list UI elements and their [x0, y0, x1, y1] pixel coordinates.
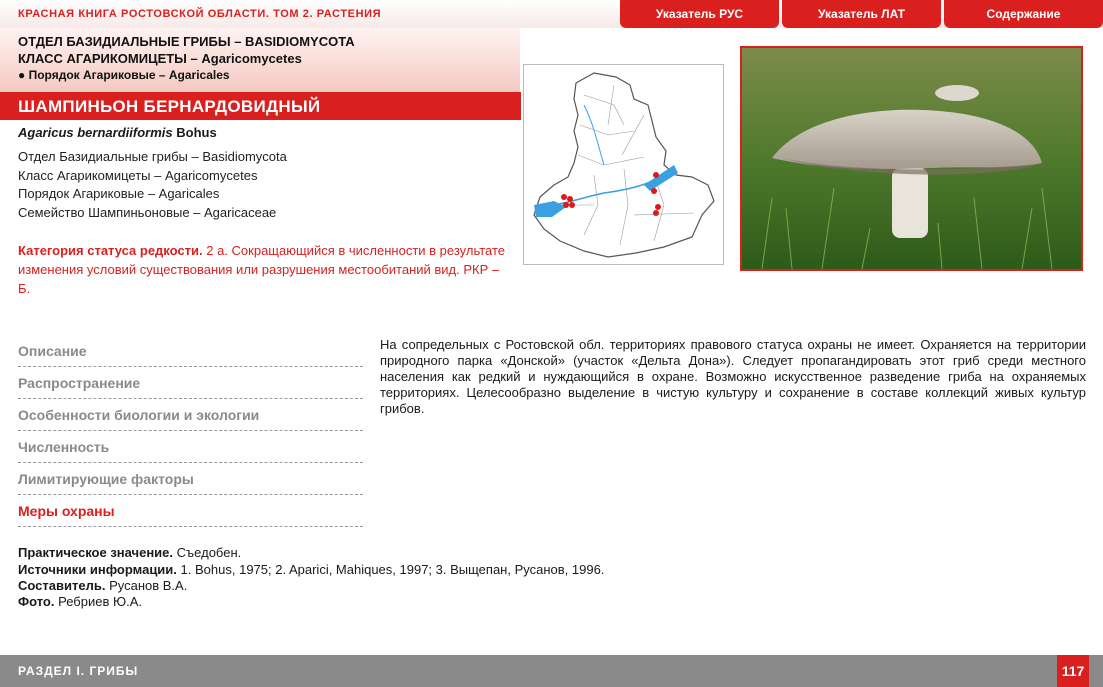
region-outline [534, 73, 714, 257]
latin-author: Bohus [176, 125, 217, 140]
small-cap-bg [935, 85, 979, 101]
order-heading-text: Порядок Агариковые – Agaricales [28, 68, 230, 82]
photo-credit-label: Фото. [18, 594, 55, 609]
section-distribution[interactable]: Распространение [18, 368, 363, 399]
mushroom-stem [892, 168, 928, 238]
sources-text: 1. Bohus, 1975; 2. Aparici, Mahiques, 1997; 3. Выщепан, Русанов, 1996. [180, 562, 605, 577]
rarity-status-label: Категория статуса редкости. [18, 243, 203, 258]
distribution-map [523, 64, 724, 265]
practical-value-label: Практическое значение. [18, 545, 174, 560]
latin-binomial: Agaricus bernardiiformis [18, 125, 173, 140]
species-title: ШАМПИНЬОН БЕРНАРДОВИДНЫЙ [18, 97, 321, 116]
photo-credit [18, 594, 142, 609]
section-body-text: На сопредельных с Ростовской обл. территориях правового статуса охраны не имеет. Охраняется на территории природного парка «Донской» (участок «Дельта Дона»). Следует пропагандировать этот гриб среди местного населения как редкий и нуждающийся в охране. Возможно искусственное разведение гриба на охраняемых территориях. Целесообразно выделение в чистую культуру и сохранение в составе коллекций живых культур грибов. [380, 337, 1086, 416]
practical-value-text: Съедобен. [176, 545, 242, 560]
footer-section: РАЗДЕЛ I. ГРИБЫ [18, 664, 139, 678]
section-abundance[interactable]: Численность [18, 432, 363, 463]
compiler [18, 578, 187, 593]
contents-button[interactable]: Содержание [944, 0, 1103, 28]
latin-name [18, 125, 217, 140]
practical-value [18, 545, 241, 560]
photo-credit-text: Ребриев Ю.А. [58, 594, 142, 609]
region-map-graphic [524, 65, 723, 264]
taxonomy-line-division: Отдел Базидиальные грибы – Basidiomycota [18, 149, 287, 164]
section-description[interactable]: Описание [18, 336, 363, 367]
rarity-status [18, 241, 508, 298]
top-navigation [620, 0, 1103, 28]
bullet-icon: ● [18, 68, 29, 82]
mushroom-illustration [742, 48, 1081, 269]
book-title: КРАСНАЯ КНИГА РОСТОВСКОЙ ОБЛАСТИ. ТОМ 2. РАСТЕНИЯ [18, 8, 382, 20]
compiler-label: Составитель. [18, 578, 106, 593]
page-number: 117 [1057, 655, 1089, 687]
section-protection-measures[interactable]: Меры охраны [18, 496, 363, 527]
order-heading [18, 68, 230, 82]
sources [18, 562, 604, 577]
rarity-status-text: 2 а. Сокращающийся в численности в результате изменения условий существования или разрушения местообитаний вид. РКР – Б. [18, 243, 505, 296]
mushroom-photo [740, 46, 1083, 271]
index-rus-button[interactable]: Указатель РУС [620, 0, 779, 28]
species-title-bar [0, 92, 521, 120]
taxonomy-line-class: Класс Агарикомицеты – Agaricomycetes [18, 168, 258, 183]
sources-label: Источники информации. [18, 562, 177, 577]
taxonomy-line-family: Семейство Шампиньоновые – Agaricaceae [18, 205, 277, 220]
taxonomy-line-order: Порядок Агариковые – Agaricales [18, 186, 220, 201]
compiler-text: Русанов В.А. [109, 578, 188, 593]
index-lat-button[interactable]: Указатель ЛАТ [782, 0, 941, 28]
division-heading: ОТДЕЛ БАЗИДИАЛЬНЫЕ ГРИБЫ – BASIDIOMYCOTA [18, 34, 355, 49]
footer-bar [0, 655, 1103, 687]
class-heading: КЛАСС АГАРИКОМИЦЕТЫ – Agaricomycetes [18, 51, 302, 66]
section-biology-ecology[interactable]: Особенности биологии и экологии [18, 400, 363, 431]
section-limiting-factors[interactable]: Лимитирующие факторы [18, 464, 363, 495]
